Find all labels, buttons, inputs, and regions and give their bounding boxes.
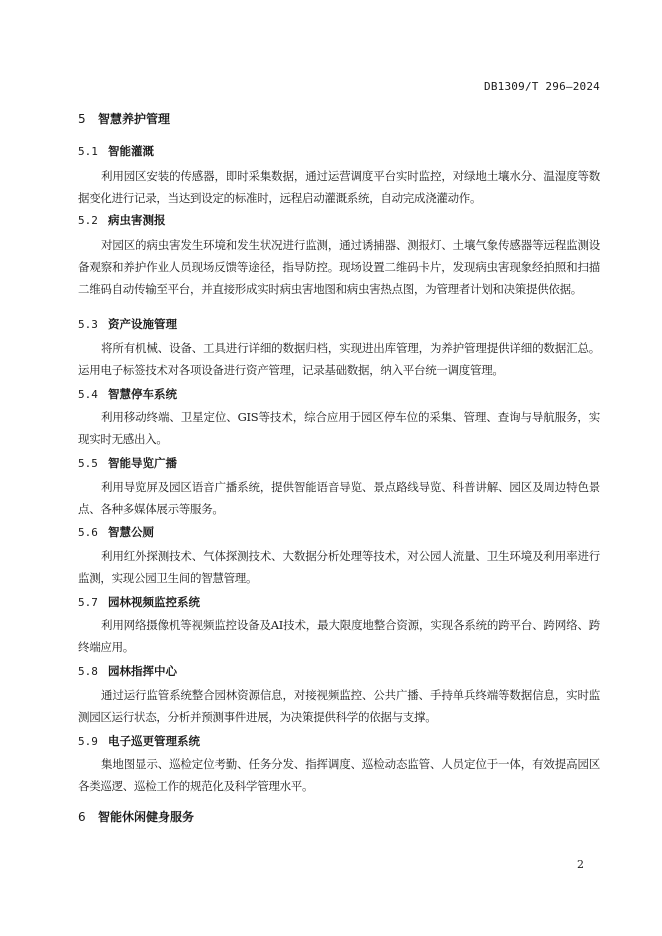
subsection-number: 5.6 bbox=[78, 526, 98, 539]
subsection-title: 智能灌溉 bbox=[108, 144, 154, 158]
subsection-heading bbox=[78, 212, 166, 228]
subsection-title: 智能导览广播 bbox=[108, 456, 177, 470]
subsection-heading bbox=[78, 524, 154, 540]
subsection-title: 资产设施管理 bbox=[108, 317, 177, 331]
subsection-number: 5.1 bbox=[78, 145, 98, 158]
section-number: 6 bbox=[78, 810, 86, 824]
subsection-title: 病虫害测报 bbox=[108, 213, 166, 227]
section-heading bbox=[78, 808, 194, 825]
subsection-heading bbox=[78, 316, 177, 332]
subsection-title: 智慧停车系统 bbox=[108, 387, 177, 401]
subsection-paragraph: 利用移动终端、卫星定位、GIS等技术，综合应用于园区停车位的采集、管理、查询与导航服务，实现实时无感出入。 bbox=[78, 410, 600, 446]
subsection-paragraph: 利用红外探测技术、气体探测技术、大数据分析处理等技术，对公园人流量、卫生环境及利用率进行监测，实现公园卫生间的智慧管理。 bbox=[78, 549, 600, 585]
subsection-title: 园林指挥中心 bbox=[108, 664, 177, 678]
section-heading bbox=[78, 110, 170, 127]
subsection-paragraph: 利用园区安装的传感器，即时采集数据，通过运营调度平台实时监控，对绿地土壤水分、温湿度等数据变化进行记录，当达到设定的标准时，远程启动灌溉系统，自动完成浇灌动作。 bbox=[78, 169, 600, 205]
subsection-number: 5.7 bbox=[78, 596, 98, 609]
subsection-heading bbox=[78, 663, 177, 679]
subsection-paragraph: 集地图显示、巡检定位考勤、任务分发、指挥调度、巡检动态监管、人员定位于一体，有效提高园区各类巡逻、巡检工作的规范化及科学管理水平。 bbox=[78, 757, 600, 793]
standard-code: DB1309/T 296—2024 bbox=[484, 80, 600, 93]
subsection-heading bbox=[78, 455, 177, 471]
subsection-heading bbox=[78, 733, 200, 749]
subsection-number: 5.9 bbox=[78, 735, 98, 748]
subsection-paragraph: 通过运行监管系统整合园林资源信息，对接视频监控、公共广播、手持单兵终端等数据信息，实时监测园区运行状态，分析并预测事件进展，为决策提供科学的依据与支撑。 bbox=[78, 688, 600, 724]
subsection-heading bbox=[78, 386, 177, 402]
section-title: 智慧养护管理 bbox=[98, 112, 171, 126]
subsection-title: 园林视频监控系统 bbox=[108, 595, 200, 609]
subsection-number: 5.4 bbox=[78, 388, 98, 401]
subsection-number: 5.8 bbox=[78, 665, 98, 678]
section-title: 智能休闲健身服务 bbox=[98, 810, 195, 824]
subsection-number: 5.2 bbox=[78, 214, 98, 227]
page-number: 2 bbox=[577, 858, 584, 871]
subsection-title: 电子巡更管理系统 bbox=[108, 734, 200, 748]
subsection-number: 5.3 bbox=[78, 318, 98, 331]
subsection-paragraph: 对园区的病虫害发生环境和发生状况进行监测，通过诱捕器、测报灯、土壤气象传感器等远程监测设备观察和养护作业人员现场反馈等途径，指导防控。现场设置二维码卡片，发现病虫害现象经拍照和扫描二维码自动传输至平台，并直接形成实时病虫害地图和病虫害热点图，为管理者计划和决策提供依据。 bbox=[78, 238, 600, 296]
subsection-paragraph: 利用网络摄像机等视频监控设备及AI技术，最大限度地整合资源，实现各系统的跨平台、跨网络、跨终端应用。 bbox=[78, 618, 600, 654]
subsection-number: 5.5 bbox=[78, 457, 98, 470]
subsection-heading bbox=[78, 143, 154, 159]
subsection-heading bbox=[78, 594, 200, 610]
subsection-paragraph: 利用导览屏及园区语音广播系统，提供智能语音导览、景点路线导览、科普讲解、园区及周边特色景点、各种多媒体展示等服务。 bbox=[78, 480, 600, 516]
subsection-title: 智慧公厕 bbox=[108, 525, 154, 539]
subsection-paragraph: 将所有机械、设备、工具进行详细的数据归档，实现进出库管理，为养护管理提供详细的数据汇总。运用电子标签技术对各项设备进行资产管理，记录基础数据，纳入平台统一调度管理。 bbox=[78, 341, 600, 377]
section-number: 5 bbox=[78, 112, 86, 126]
